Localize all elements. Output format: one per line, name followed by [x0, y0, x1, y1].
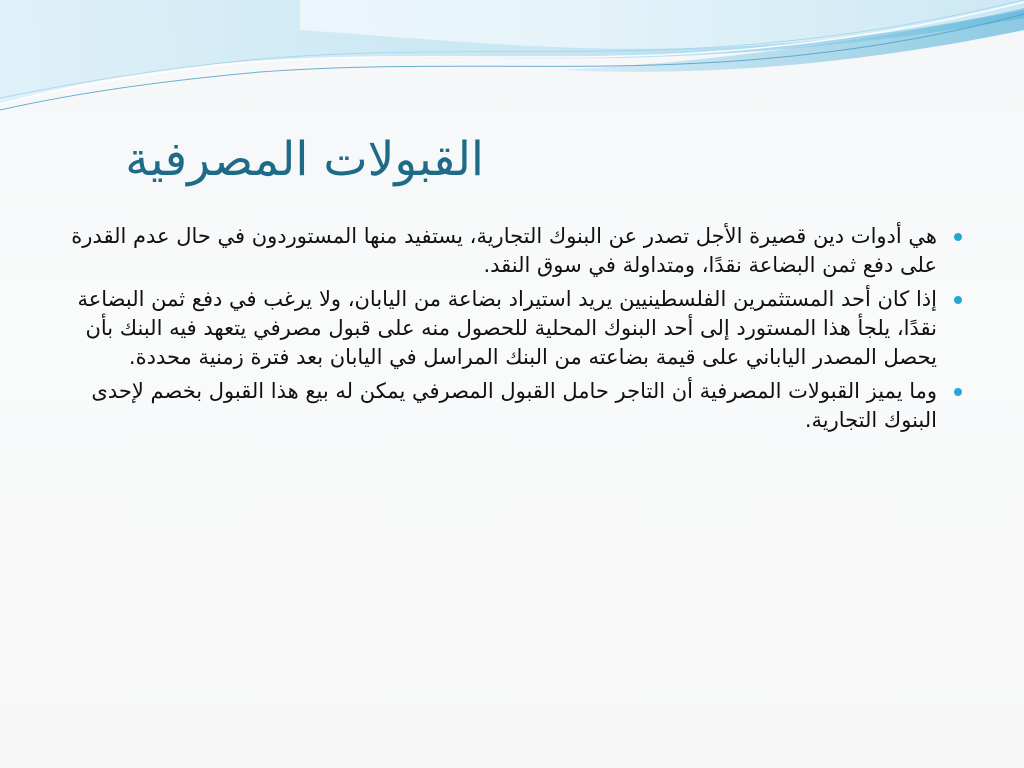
bullet-dot-icon [954, 388, 962, 396]
header-wave-decoration [0, 0, 1024, 120]
bullet-item [70, 377, 962, 435]
bullet-text: هي أدوات دين قصيرة الأجل تصدر عن البنوك التجارية، يستفيد منها المستوردون في حال عدم القدرة على دفع ثمن البضاعة نقدًا، ومتداولة في سوق النقد. [71, 224, 937, 277]
bullet-dot-icon [954, 296, 962, 304]
slide-title: القبولات المصرفية [125, 132, 484, 187]
bullet-list [70, 222, 962, 440]
bullet-dot-icon [954, 233, 962, 241]
bullet-item [70, 285, 962, 372]
bullet-item [70, 222, 962, 280]
bullet-text: إذا كان أحد المستثمرين الفلسطينيين يريد استيراد بضاعة من اليابان، ولا يرغب في دفع ثمن البضاعة نقدًا، يلجأ هذا المستورد إلى أحد البنوك المحلية للحصول منه على قبول مصرفي يتعهد فيه البنك بأن يحصل المصدر الياباني على قيمة بضاعته من البنك المراسل في اليابان بعد فترة زمنية محددة. [77, 287, 937, 369]
bullet-text: وما يميز القبولات المصرفية أن التاجر حامل القبول المصرفي يمكن له بيع هذا القبول بخصم لإحدى البنوك التجارية. [91, 379, 937, 432]
